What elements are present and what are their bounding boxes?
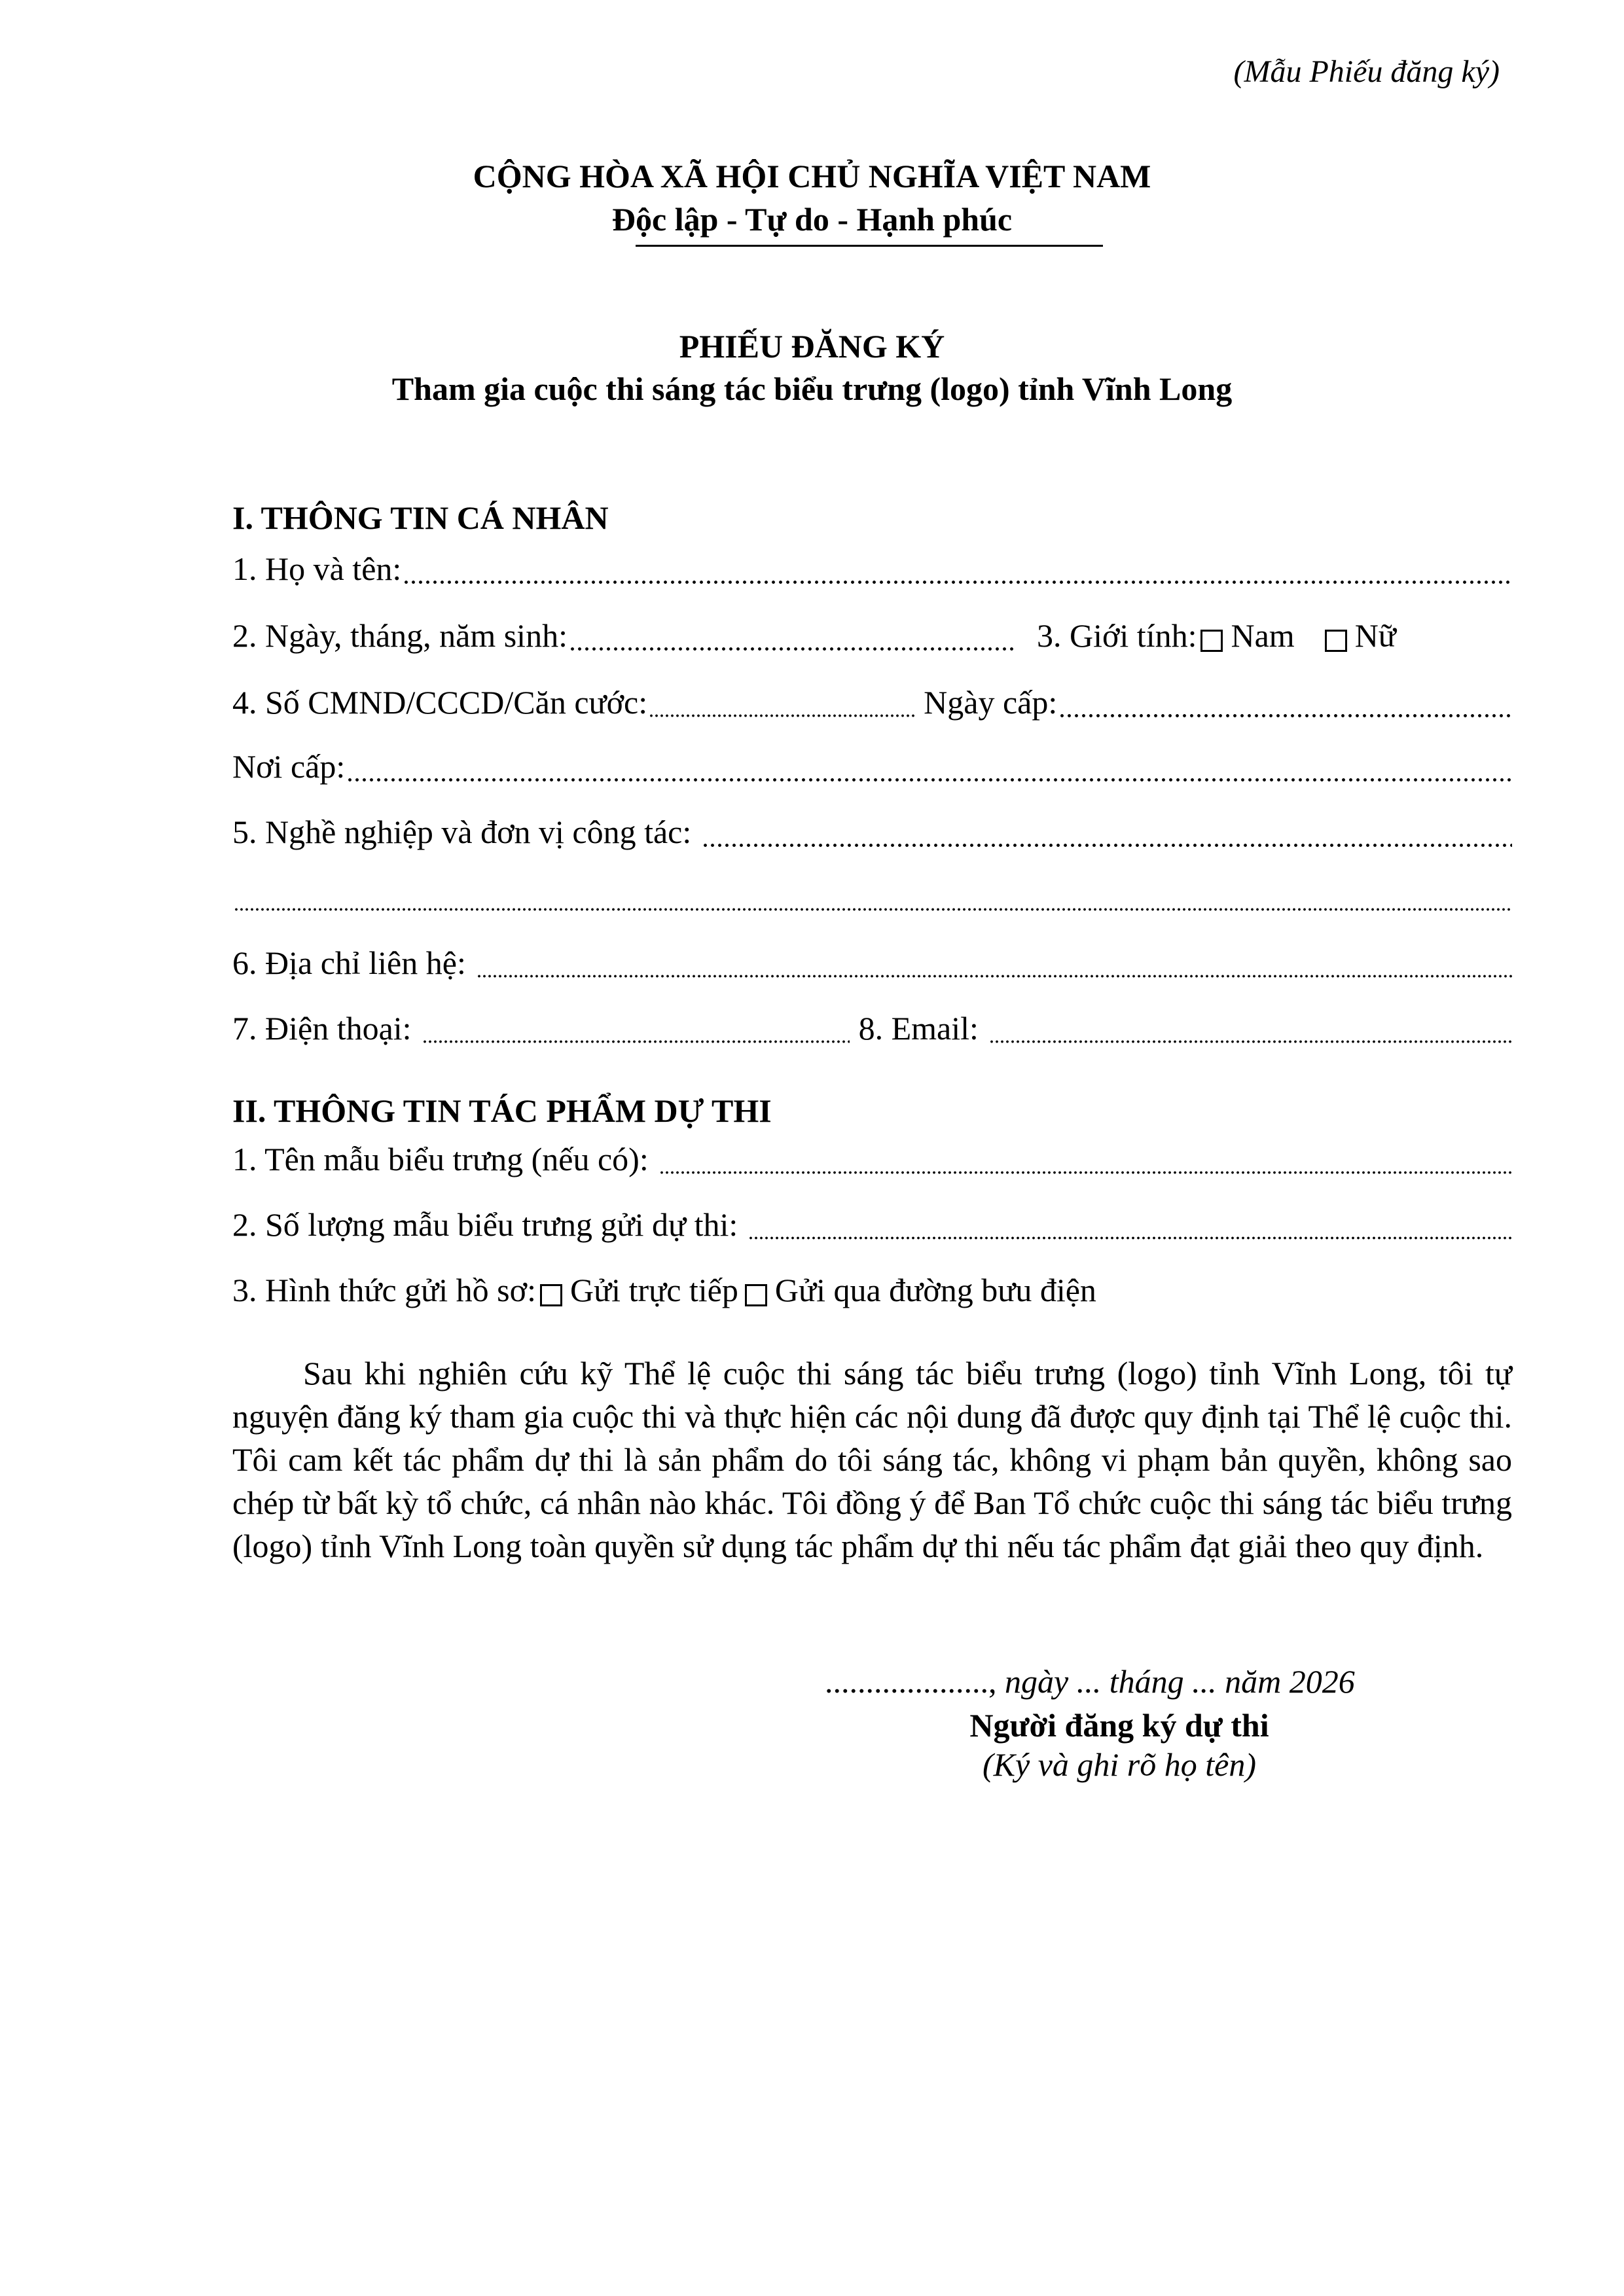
id-row: [232, 682, 1512, 721]
submission-direct-label: Gửi trực tiếp: [569, 1272, 738, 1308]
id-number-label: 4. Số CMND/CCCD/Căn cước:: [232, 684, 648, 721]
gender-option-male[interactable]: [1197, 617, 1294, 655]
gender-female-label: Nữ: [1354, 617, 1396, 654]
declaration-paragraph: [232, 1352, 1512, 1568]
declaration-text: Sau khi nghiên cứu kỹ Thể lệ cuộc thi sáng tác biểu trưng (logo) tỉnh Vĩnh Long, tôi tự nguyện đăng ký tham gia cuộc thi và thực hiện các nội dung đã được quy định tại Thể lệ cuộc thi. Tôi cam kết tác phẩm dự thi là sản phẩm do tôi sáng tác, không vi phạm bản quyền, không sao chép từ bất kỳ tổ chức, cá nhân nào khác. Tôi đồng ý để Ban Tổ chức cuộc thi sáng tác biểu trưng (logo) tỉnh Vĩnh Long toàn quyền sử dụng tác phẩm dự thi nếu tác phẩm đạt giải theo quy định.: [232, 1355, 1512, 1564]
submission-option-post[interactable]: [741, 1271, 1096, 1309]
submission-post-label: Gửi qua đường bưu điện: [774, 1272, 1096, 1308]
address-label: 6. Địa chỉ liên hệ:: [232, 944, 466, 981]
signature-note: (Ký và ghi rõ họ tên): [983, 1746, 1256, 1783]
logo-name-input[interactable]: [658, 1145, 1512, 1178]
dob-input[interactable]: [568, 622, 1016, 655]
contact-row: [232, 1008, 1512, 1047]
occupation-input-continued[interactable]: [232, 882, 1512, 915]
signature-date-line: [825, 1662, 1479, 1700]
date-text: ngày ... tháng ... năm 2026: [996, 1663, 1355, 1700]
checkbox-icon[interactable]: [745, 1284, 767, 1306]
logo-count-input[interactable]: [747, 1211, 1512, 1244]
email-label: 8. Email:: [858, 1010, 979, 1047]
form-subtitle: Tham gia cuộc thi sáng tác biểu trưng (logo) tỉnh Vĩnh Long: [391, 370, 1233, 407]
dob-label: 2. Ngày, tháng, năm sinh:: [232, 617, 568, 654]
checkbox-icon[interactable]: [1200, 630, 1223, 652]
full-name-field[interactable]: [232, 548, 1512, 588]
form-title: PHIẾU ĐĂNG KÝ: [679, 328, 945, 365]
national-motto: Độc lập - Tự do - Hạnh phúc: [611, 201, 1013, 238]
issue-place-label: Nơi cấp:: [232, 748, 346, 785]
phone-label: 7. Điện thoại:: [232, 1010, 412, 1047]
gender-label: 3. Giới tính:: [1036, 617, 1197, 654]
submission-method-label: 3. Hình thức gửi hồ sơ:: [232, 1272, 536, 1308]
full-name-input[interactable]: [401, 555, 1512, 588]
gender-option-female[interactable]: [1321, 617, 1396, 655]
gender-male-label: Nam: [1231, 617, 1295, 654]
id-number-input[interactable]: [647, 689, 916, 721]
issue-place-field[interactable]: [232, 746, 1512, 785]
submission-method-row: [232, 1270, 1512, 1309]
issue-date-input[interactable]: [1057, 689, 1512, 721]
national-title: CỘNG HÒA XÃ HỘI CHỦ NGHĨA VIỆT NAM: [473, 158, 1151, 194]
occupation-label: 5. Nghề nghiệp và đơn vị công tác:: [232, 814, 692, 850]
place-placeholder[interactable]: ....................,: [825, 1663, 997, 1700]
submission-option-direct[interactable]: [536, 1271, 738, 1309]
occupation-field[interactable]: [232, 812, 1512, 851]
logo-count-field[interactable]: [232, 1204, 1512, 1244]
section-entry-info-heading: II. THÔNG TIN TÁC PHẨM DỰ THI: [232, 1092, 772, 1129]
checkbox-icon[interactable]: [540, 1284, 562, 1306]
occupation-input[interactable]: [700, 818, 1512, 851]
address-field[interactable]: [232, 942, 1512, 982]
form-note: (Mẫu Phiếu đăng ký): [1233, 54, 1500, 89]
logo-count-label: 2. Số lượng mẫu biểu trưng gửi dự thi:: [232, 1206, 738, 1243]
checkbox-icon[interactable]: [1325, 630, 1347, 652]
logo-name-field[interactable]: [232, 1139, 1512, 1178]
email-input[interactable]: [988, 1014, 1512, 1047]
logo-name-label: 1. Tên mẫu biểu trưng (nếu có):: [232, 1141, 649, 1177]
dob-gender-row: [232, 615, 1512, 655]
section-personal-info-heading: I. THÔNG TIN CÁ NHÂN: [232, 499, 609, 536]
issue-place-input[interactable]: [345, 753, 1512, 785]
issue-date-label: Ngày cấp:: [924, 684, 1058, 721]
occupation-continued-field[interactable]: [232, 876, 1512, 915]
phone-input[interactable]: [421, 1014, 850, 1047]
motto-underline: [636, 245, 1103, 247]
full-name-label: 1. Họ và tên:: [232, 550, 402, 587]
address-input[interactable]: [475, 949, 1512, 982]
signer-title: Người đăng ký dự thi: [969, 1707, 1269, 1744]
